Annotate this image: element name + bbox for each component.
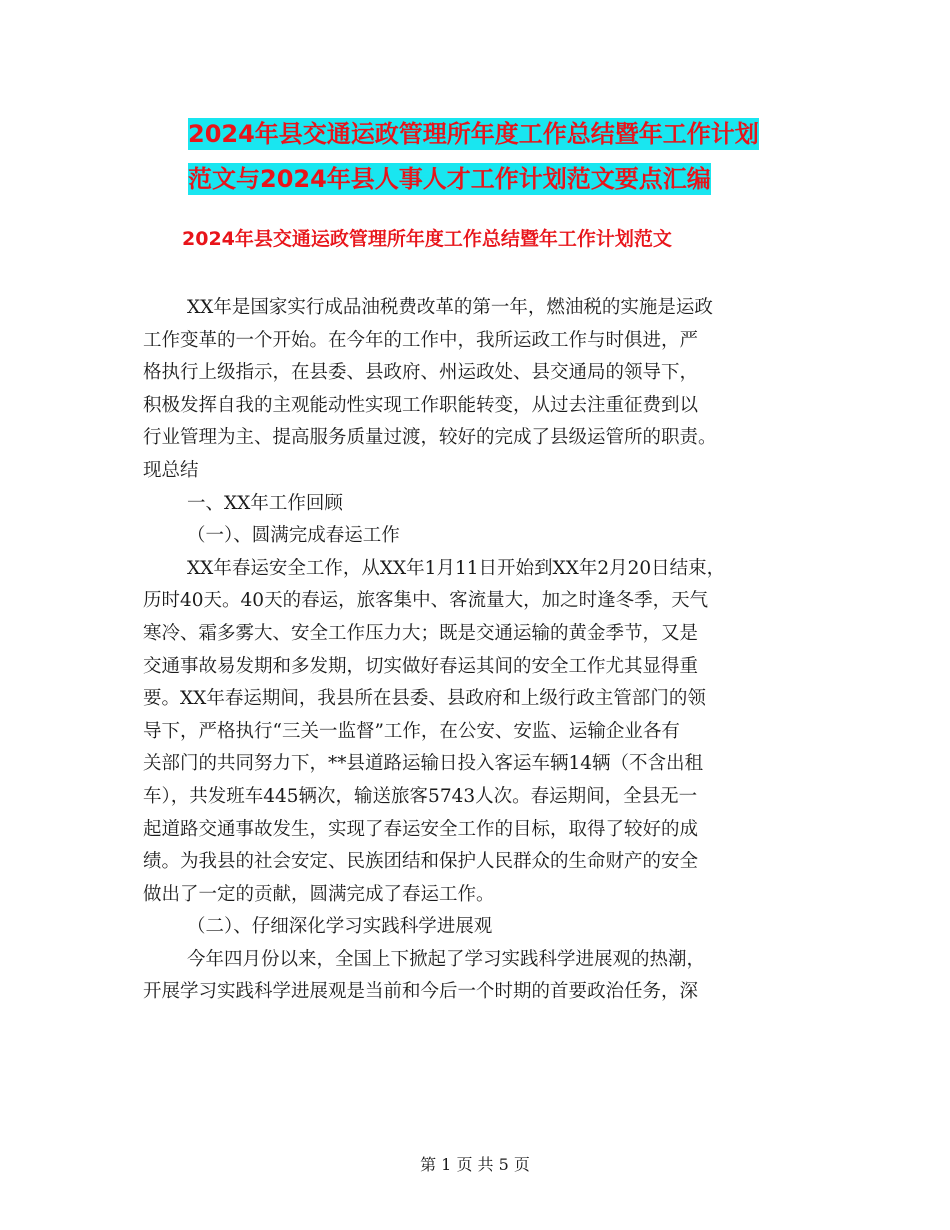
heading-line: 一、XX年工作回顾: [187, 492, 343, 514]
paragraph-line: 行业管理为主、提高服务质量过渡，较好的完成了县级运管所的职责。: [143, 427, 717, 449]
page-number: 第 1 页 共 5 页: [420, 1155, 530, 1174]
paragraph-line: 车），共发班车445辆次，输送旅客5743人次。春运期间，全县无一: [143, 785, 698, 807]
paragraph-line: 交通事故易发期和多发期，切实做好春运其间的安全工作尤其显得重: [143, 655, 699, 677]
paragraph-line: 做出了一定的贡献，圆满完成了春运工作。: [143, 883, 495, 905]
document-title: [188, 112, 818, 202]
subheading-line: （二）、仔细深化学习实践科学进展观: [187, 916, 493, 938]
paragraph-line: XX年春运安全工作，从XX年1月11日开始到XX年2月20日结束，: [187, 557, 726, 579]
paragraph-line: 现总结: [143, 459, 199, 481]
paragraph-line: 导下，严格执行“三关一监督”工作，在公安、安监、运输企业各有: [143, 720, 680, 742]
paragraph-line: 历时40天。40天的春运，旅客集中、客流量大，加之时逢冬季，天气: [143, 590, 709, 612]
paragraph-line: 今年四月份以来，全国上下掀起了学习实践科学进展观的热潮，: [187, 948, 706, 970]
document-title-line-2: 范文与2024年县人事人才工作计划范文要点汇编: [188, 165, 711, 193]
paragraph-line: 关部门的共同努力下，**县道路运输日投入客运车辆14辆（不含出租: [143, 753, 704, 775]
body-text: [143, 292, 823, 1009]
paragraph-line: 绩。为我县的社会安定、民族团结和保护人民群众的生命财产的安全: [143, 851, 699, 873]
paragraph-line: 要。XX年春运期间，我县所在县委、县政府和上级行政主管部门的领: [143, 688, 706, 710]
paragraph-line: 工作变革的一个开始。在今年的工作中，我所运政工作与时俱进，严: [143, 329, 699, 351]
subheading-line: （一）、圆满完成春运工作: [187, 525, 400, 547]
section-title: 2024年县交通运政管理所年度工作总结暨年工作计划范文: [182, 228, 672, 250]
paragraph-line: 起道路交通事故发生，实现了春运安全工作的目标，取得了较好的成: [143, 818, 699, 840]
paragraph-line: 格执行上级指示，在县委、县政府、州运政处、县交通局的领导下，: [143, 362, 699, 384]
paragraph-line: 寒冷、霜多雾大、安全工作压力大；既是交通运输的黄金季节，又是: [143, 622, 699, 644]
paragraph-line: 开展学习实践科学进展观是当前和今后一个时期的首要政治任务，深: [143, 981, 699, 1003]
paragraph-line: XX年是国家实行成品油税费改革的第一年，燃油税的实施是运政: [187, 297, 713, 318]
document-title-line-1: 2024年县交通运政管理所年度工作总结暨年工作计划: [188, 120, 759, 148]
paragraph-line: 积极发挥自我的主观能动性实现工作职能转变，从过去注重征费到以: [143, 394, 699, 416]
